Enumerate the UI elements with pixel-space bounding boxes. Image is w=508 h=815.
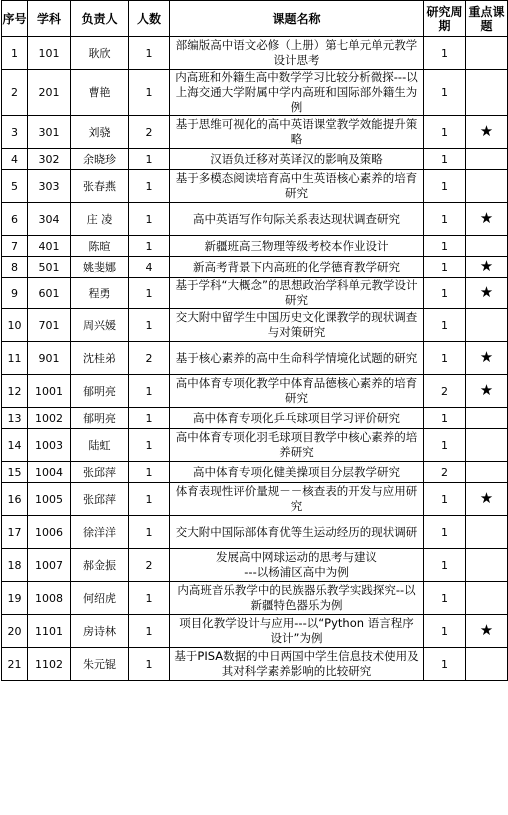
cell-period: 1 <box>424 278 466 309</box>
cell-period: 1 <box>424 236 466 257</box>
cell-topic: 高中体育专项化健美操项目分层教学研究 <box>170 462 424 483</box>
cell-count: 4 <box>129 257 170 278</box>
cell-count: 1 <box>129 203 170 236</box>
cell-count: 1 <box>129 648 170 681</box>
cell-seq: 5 <box>2 170 28 203</box>
cell-seq: 4 <box>2 149 28 170</box>
cell-subject: 101 <box>28 37 71 70</box>
header-leader: 负责人 <box>71 1 129 37</box>
cell-leader: 姚斐娜 <box>71 257 129 278</box>
cell-key <box>466 582 508 615</box>
cell-period: 1 <box>424 70 466 116</box>
cell-topic: 高中英语写作句际关系表达现状调查研究 <box>170 203 424 236</box>
cell-count: 1 <box>129 615 170 648</box>
cell-period: 1 <box>424 170 466 203</box>
key-star-icon: ★ <box>479 209 494 227</box>
header-count: 人数 <box>129 1 170 37</box>
key-star-icon: ★ <box>479 381 494 399</box>
cell-leader: 曹艳 <box>71 70 129 116</box>
cell-topic: 基于多模态阅读培育高中生英语核心素养的培育研究 <box>170 170 424 203</box>
cell-count: 1 <box>129 429 170 462</box>
cell-topic: 基于核心素养的高中生命科学情境化试题的研究 <box>170 342 424 375</box>
cell-topic: 基于PISA数据的中日两国中学生信息技术使用及其对科学素养影响的比较研究 <box>170 648 424 681</box>
cell-count: 1 <box>129 278 170 309</box>
table-row <box>2 483 508 516</box>
cell-count: 1 <box>129 375 170 408</box>
cell-subject: 501 <box>28 257 71 278</box>
cell-key <box>466 549 508 582</box>
cell-count: 1 <box>129 149 170 170</box>
cell-key <box>466 236 508 257</box>
cell-leader: 朱元锟 <box>71 648 129 681</box>
cell-count: 1 <box>129 37 170 70</box>
cell-count: 1 <box>129 70 170 116</box>
header-seq: 序号 <box>2 1 28 37</box>
table-row <box>2 462 508 483</box>
cell-count: 1 <box>129 483 170 516</box>
cell-key <box>466 462 508 483</box>
cell-key <box>466 70 508 116</box>
table-row <box>2 37 508 70</box>
cell-count: 1 <box>129 582 170 615</box>
cell-subject: 701 <box>28 309 71 342</box>
cell-period: 1 <box>424 549 466 582</box>
cell-key <box>466 648 508 681</box>
cell-leader: 庄 凌 <box>71 203 129 236</box>
cell-subject: 901 <box>28 342 71 375</box>
cell-key <box>466 615 508 648</box>
cell-topic: 内高班音乐教学中的民族器乐教学实践探究--以新疆特色器乐为例 <box>170 582 424 615</box>
cell-subject: 301 <box>28 116 71 149</box>
cell-seq: 19 <box>2 582 28 615</box>
cell-subject: 401 <box>28 236 71 257</box>
cell-topic: 汉语负迁移对英译汉的影响及策略 <box>170 149 424 170</box>
cell-seq: 18 <box>2 549 28 582</box>
cell-topic: 体育表现性评价量规－－核查表的开发与应用研究 <box>170 483 424 516</box>
cell-topic: 高中体育专项化教学中体育品德核心素养的培育研究 <box>170 375 424 408</box>
cell-subject: 302 <box>28 149 71 170</box>
cell-topic: 新疆班高三物理等级考校本作业设计 <box>170 236 424 257</box>
table-row <box>2 203 508 236</box>
cell-count: 2 <box>129 342 170 375</box>
cell-subject: 201 <box>28 70 71 116</box>
cell-count: 1 <box>129 408 170 429</box>
cell-subject: 1002 <box>28 408 71 429</box>
cell-seq: 7 <box>2 236 28 257</box>
cell-leader: 陈暄 <box>71 236 129 257</box>
cell-leader: 何绍虎 <box>71 582 129 615</box>
cell-leader: 郁明亮 <box>71 408 129 429</box>
cell-topic: 发展高中网球运动的思考与建议 ---以杨浦区高中为例 <box>170 549 424 582</box>
cell-key <box>466 429 508 462</box>
cell-key <box>466 309 508 342</box>
cell-topic: 项目化教学设计与应用---以“Python 语言程序设计”为例 <box>170 615 424 648</box>
cell-topic: 基于学科“大概念”的思想政治学科单元教学设计研究 <box>170 278 424 309</box>
cell-period: 1 <box>424 648 466 681</box>
cell-key <box>466 483 508 516</box>
key-star-icon: ★ <box>479 621 494 639</box>
cell-count: 1 <box>129 236 170 257</box>
cell-leader: 张春燕 <box>71 170 129 203</box>
cell-seq: 3 <box>2 116 28 149</box>
cell-subject: 1003 <box>28 429 71 462</box>
key-star-icon: ★ <box>479 257 494 275</box>
cell-leader: 耿欣 <box>71 37 129 70</box>
header-key: 重点课题 <box>466 1 508 37</box>
cell-leader: 陆虹 <box>71 429 129 462</box>
cell-period: 1 <box>424 615 466 648</box>
cell-seq: 15 <box>2 462 28 483</box>
cell-count: 2 <box>129 116 170 149</box>
cell-seq: 16 <box>2 483 28 516</box>
cell-seq: 21 <box>2 648 28 681</box>
cell-key <box>466 170 508 203</box>
cell-seq: 9 <box>2 278 28 309</box>
cell-key <box>466 203 508 236</box>
cell-count: 1 <box>129 170 170 203</box>
cell-period: 2 <box>424 375 466 408</box>
cell-seq: 6 <box>2 203 28 236</box>
cell-seq: 17 <box>2 516 28 549</box>
cell-topic: 内高班和外籍生高中数学学习比较分析微探---以上海交通大学附属中学内高班和国际部外籍生为例 <box>170 70 424 116</box>
cell-topic: 交大附中国际部体育优等生运动经历的现状调研 <box>170 516 424 549</box>
cell-leader: 房诗林 <box>71 615 129 648</box>
cell-period: 1 <box>424 516 466 549</box>
table-row <box>2 170 508 203</box>
cell-period: 1 <box>424 257 466 278</box>
header-period: 研究周期 <box>424 1 466 37</box>
cell-subject: 304 <box>28 203 71 236</box>
cell-seq: 13 <box>2 408 28 429</box>
cell-leader: 郝金振 <box>71 549 129 582</box>
header-row <box>2 1 508 37</box>
cell-seq: 8 <box>2 257 28 278</box>
cell-leader: 徐洋洋 <box>71 516 129 549</box>
cell-key <box>466 37 508 70</box>
cell-subject: 1101 <box>28 615 71 648</box>
topic-table <box>1 0 508 681</box>
cell-key <box>466 375 508 408</box>
table-row <box>2 149 508 170</box>
cell-period: 1 <box>424 582 466 615</box>
table-row <box>2 70 508 116</box>
cell-key <box>466 516 508 549</box>
cell-leader: 余晓珍 <box>71 149 129 170</box>
cell-leader: 张邱萍 <box>71 462 129 483</box>
cell-seq: 12 <box>2 375 28 408</box>
table-row <box>2 236 508 257</box>
table-row <box>2 549 508 582</box>
table-row <box>2 615 508 648</box>
cell-leader: 郁明亮 <box>71 375 129 408</box>
cell-leader: 沈桂弟 <box>71 342 129 375</box>
cell-topic: 新高考背景下内高班的化学德育教学研究 <box>170 257 424 278</box>
cell-period: 1 <box>424 37 466 70</box>
table-row <box>2 648 508 681</box>
cell-seq: 2 <box>2 70 28 116</box>
cell-subject: 303 <box>28 170 71 203</box>
table-row <box>2 375 508 408</box>
cell-seq: 20 <box>2 615 28 648</box>
table-row <box>2 116 508 149</box>
cell-key <box>466 278 508 309</box>
cell-subject: 1007 <box>28 549 71 582</box>
key-star-icon: ★ <box>479 283 494 301</box>
cell-count: 1 <box>129 462 170 483</box>
table-row <box>2 342 508 375</box>
cell-topic: 部编版高中语文必修（上册）第七单元单元教学设计思考 <box>170 37 424 70</box>
cell-subject: 1005 <box>28 483 71 516</box>
cell-topic: 交大附中留学生中国历史文化课教学的现状调查与对策研究 <box>170 309 424 342</box>
cell-seq: 1 <box>2 37 28 70</box>
cell-leader: 张邱萍 <box>71 483 129 516</box>
cell-key <box>466 116 508 149</box>
cell-count: 2 <box>129 549 170 582</box>
cell-subject: 1006 <box>28 516 71 549</box>
table-row <box>2 429 508 462</box>
key-star-icon: ★ <box>479 348 494 366</box>
cell-period: 1 <box>424 149 466 170</box>
header-subject: 学科 <box>28 1 71 37</box>
cell-period: 1 <box>424 309 466 342</box>
cell-period: 1 <box>424 342 466 375</box>
table-row <box>2 309 508 342</box>
cell-period: 2 <box>424 462 466 483</box>
key-star-icon: ★ <box>479 489 494 507</box>
cell-count: 1 <box>129 309 170 342</box>
cell-count: 1 <box>129 516 170 549</box>
cell-period: 1 <box>424 408 466 429</box>
cell-subject: 1001 <box>28 375 71 408</box>
cell-leader: 程勇 <box>71 278 129 309</box>
cell-key <box>466 149 508 170</box>
cell-period: 1 <box>424 116 466 149</box>
cell-topic: 基于思维可视化的高中英语课堂教学效能提升策略 <box>170 116 424 149</box>
cell-subject: 1004 <box>28 462 71 483</box>
header-topic: 课题名称 <box>170 1 424 37</box>
cell-key <box>466 342 508 375</box>
cell-topic: 高中体育专项化羽毛球项目教学中核心素养的培养研究 <box>170 429 424 462</box>
cell-leader: 周兴媛 <box>71 309 129 342</box>
table-row <box>2 257 508 278</box>
cell-seq: 14 <box>2 429 28 462</box>
table-row <box>2 516 508 549</box>
cell-subject: 1008 <box>28 582 71 615</box>
table-row <box>2 408 508 429</box>
table-row <box>2 582 508 615</box>
cell-period: 1 <box>424 429 466 462</box>
cell-key <box>466 408 508 429</box>
cell-period: 1 <box>424 203 466 236</box>
cell-leader: 刘骁 <box>71 116 129 149</box>
cell-key <box>466 257 508 278</box>
cell-seq: 11 <box>2 342 28 375</box>
cell-subject: 1102 <box>28 648 71 681</box>
cell-topic: 高中体育专项化乒乓球项目学习评价研究 <box>170 408 424 429</box>
cell-subject: 601 <box>28 278 71 309</box>
cell-seq: 10 <box>2 309 28 342</box>
table-row <box>2 278 508 309</box>
key-star-icon: ★ <box>479 122 494 140</box>
cell-period: 1 <box>424 483 466 516</box>
